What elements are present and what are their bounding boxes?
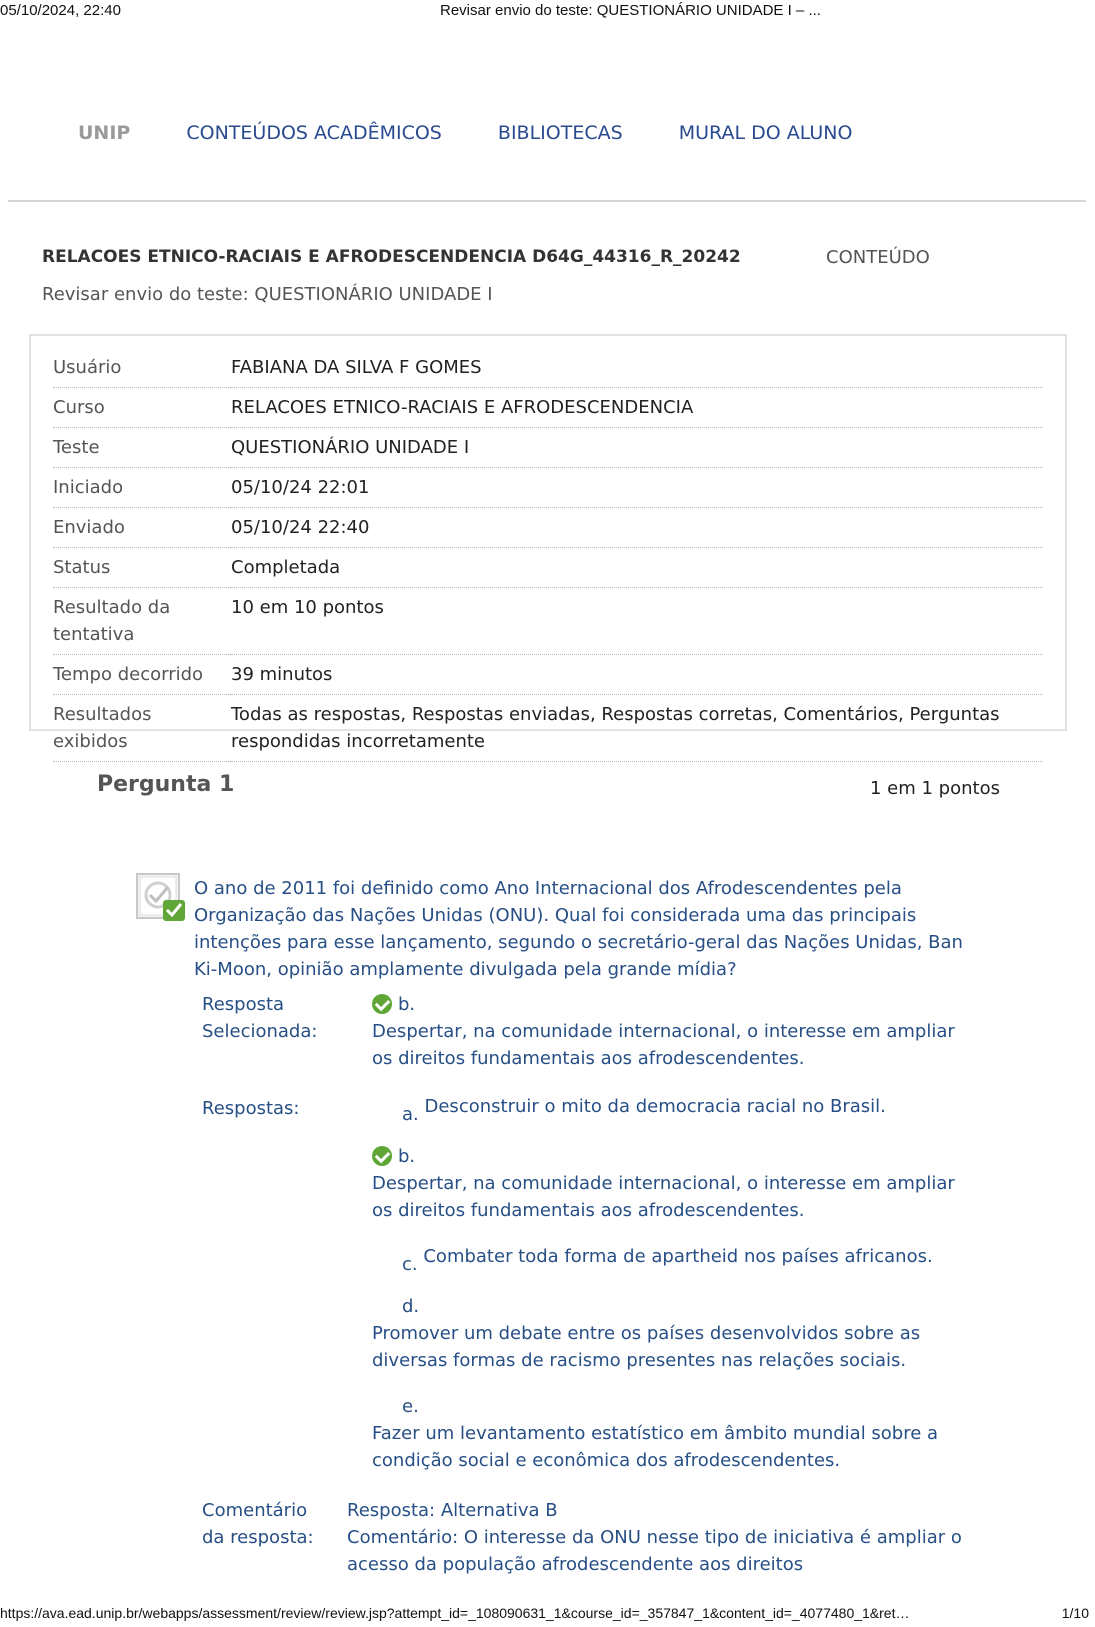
- table-row: [53, 588, 1043, 655]
- answer-option-b: [372, 1143, 972, 1224]
- nav-mural-do-aluno[interactable]: MURAL DO ALUNO: [678, 122, 853, 144]
- info-label: Resultados exibidos: [53, 695, 231, 762]
- answer-letter: d.: [402, 1296, 420, 1317]
- answers-label: Respostas:: [202, 1098, 300, 1119]
- comment-label: Comentário da resposta:: [202, 1500, 314, 1548]
- info-value: QUESTIONÁRIO UNIDADE I: [231, 428, 1043, 468]
- check-icon: [372, 1146, 392, 1166]
- info-value: 10 em 10 pontos: [231, 588, 1043, 655]
- selected-answer-text: Despertar, na comunidade internacional, o interesse em ampliar os direitos fundamentais aos afrodescendentes.: [372, 1021, 955, 1069]
- top-navigation: [78, 122, 902, 144]
- attempt-info-table: [53, 348, 1043, 762]
- table-row: [53, 508, 1043, 548]
- info-value: Todas as respostas, Respostas enviadas, Respostas corretas, Comentários, Perguntas respondidas incorretamente: [231, 695, 1043, 762]
- info-label: Enviado: [53, 508, 231, 548]
- answer-comment-section: [202, 1497, 982, 1577]
- info-label: Tempo decorrido: [53, 655, 231, 695]
- info-value: 05/10/24 22:01: [231, 468, 1043, 508]
- info-label: Teste: [53, 428, 231, 468]
- question-points: 1 em 1 pontos: [870, 778, 1000, 799]
- comment-answer: Resposta: Alternativa B: [347, 1500, 558, 1521]
- answer-letter: c.: [402, 1254, 418, 1275]
- info-value: 05/10/24 22:40: [231, 508, 1043, 548]
- answer-letter: a.: [402, 1104, 419, 1125]
- print-url: https://ava.ead.unip.br/webapps/assessment/review/review.jsp?attempt_id=_108090631_1&course_id=_357847_1&content_id=_4077480_1&ret…: [0, 1605, 910, 1621]
- info-label: Usuário: [53, 348, 231, 388]
- answer-text: Desconstruir o mito da democracia racial no Brasil.: [424, 1096, 886, 1117]
- answer-comment: [347, 1497, 967, 1578]
- info-label: Status: [53, 548, 231, 588]
- selected-answer-label: Resposta Selecionada:: [202, 994, 318, 1042]
- attempt-info-box: [29, 334, 1067, 752]
- selected-answer-section: [202, 991, 982, 1071]
- conteudo-link[interactable]: CONTEÚDO: [826, 247, 930, 268]
- table-row: [53, 548, 1043, 588]
- answer-text: Combater toda forma de apartheid nos países africanos.: [423, 1246, 933, 1267]
- print-datetime: 05/10/2024, 22:40: [0, 2, 121, 19]
- selected-answer-letter: b.: [398, 994, 416, 1015]
- answer-text: Promover um debate entre os países desenvolvidos sobre as diversas formas de racismo presentes nas relações sociais.: [372, 1323, 921, 1371]
- answer-option-c: [372, 1243, 972, 1278]
- table-row: [53, 428, 1043, 468]
- comment-text: Comentário: O interesse da ONU nesse tipo de iniciativa é ampliar o acesso da população afrodescendente aos direitos: [347, 1527, 962, 1575]
- table-row: [53, 655, 1043, 695]
- check-icon: [372, 994, 392, 1014]
- info-value: FABIANA DA SILVA F GOMES: [231, 348, 1043, 388]
- nav-conteudos-academicos[interactable]: CONTEÚDOS ACADÊMICOS: [186, 122, 442, 144]
- info-label: Resultado da tentativa: [53, 588, 231, 655]
- answer-option-e: [372, 1393, 972, 1474]
- print-page-number: 1/10: [1061, 1605, 1089, 1621]
- answer-option-d: [372, 1293, 972, 1374]
- answer-letter: e.: [402, 1396, 419, 1417]
- answer-text: Fazer um levantamento estatístico em âmbito mundial sobre a condição social e econômica dos afrodescendentes.: [372, 1423, 939, 1471]
- print-footer: [0, 1603, 1095, 1625]
- answers-section: [202, 1093, 982, 1473]
- nav-divider: [8, 200, 1086, 202]
- table-row: [53, 388, 1043, 428]
- page-title: Revisar envio do teste: QUESTIONÁRIO UNIDADE I: [42, 284, 493, 305]
- table-row: [53, 695, 1043, 762]
- print-title: Revisar envio do teste: QUESTIONÁRIO UNIDADE I – ...: [440, 2, 821, 19]
- answer-option-a: [372, 1093, 972, 1128]
- table-row: [53, 468, 1043, 508]
- nav-bibliotecas[interactable]: BIBLIOTECAS: [497, 122, 623, 144]
- correct-answer-icon: [136, 873, 188, 923]
- info-value: Completada: [231, 548, 1043, 588]
- info-value: RELACOES ETNICO-RACIAIS E AFRODESCENDENCIA: [231, 388, 1043, 428]
- print-header: [0, 0, 1095, 22]
- selected-answer: [372, 991, 972, 1072]
- answer-text: Despertar, na comunidade internacional, o interesse em ampliar os direitos fundamentais aos afrodescendentes.: [372, 1173, 955, 1221]
- question-heading: Pergunta 1: [97, 772, 235, 797]
- question-text: O ano de 2011 foi definido como Ano Internacional dos Afrodescendentes pela Organização das Nações Unidas (ONU). Qual foi considerada uma das principais intenções para esse lançamento, segundo o secretário-geral das Nações Unidas, Ban Ki-Moon, opinião amplamente divulgada pela grande mídia?: [194, 878, 963, 980]
- info-label: Iniciado: [53, 468, 231, 508]
- info-label: Curso: [53, 388, 231, 428]
- nav-brand-unip[interactable]: UNIP: [78, 122, 131, 144]
- course-title[interactable]: RELACOES ETNICO-RACIAIS E AFRODESCENDENCIA D64G_44316_R_20242: [42, 247, 741, 267]
- table-row: [53, 348, 1043, 388]
- answer-letter: b.: [398, 1146, 416, 1167]
- info-value: 39 minutos: [231, 655, 1043, 695]
